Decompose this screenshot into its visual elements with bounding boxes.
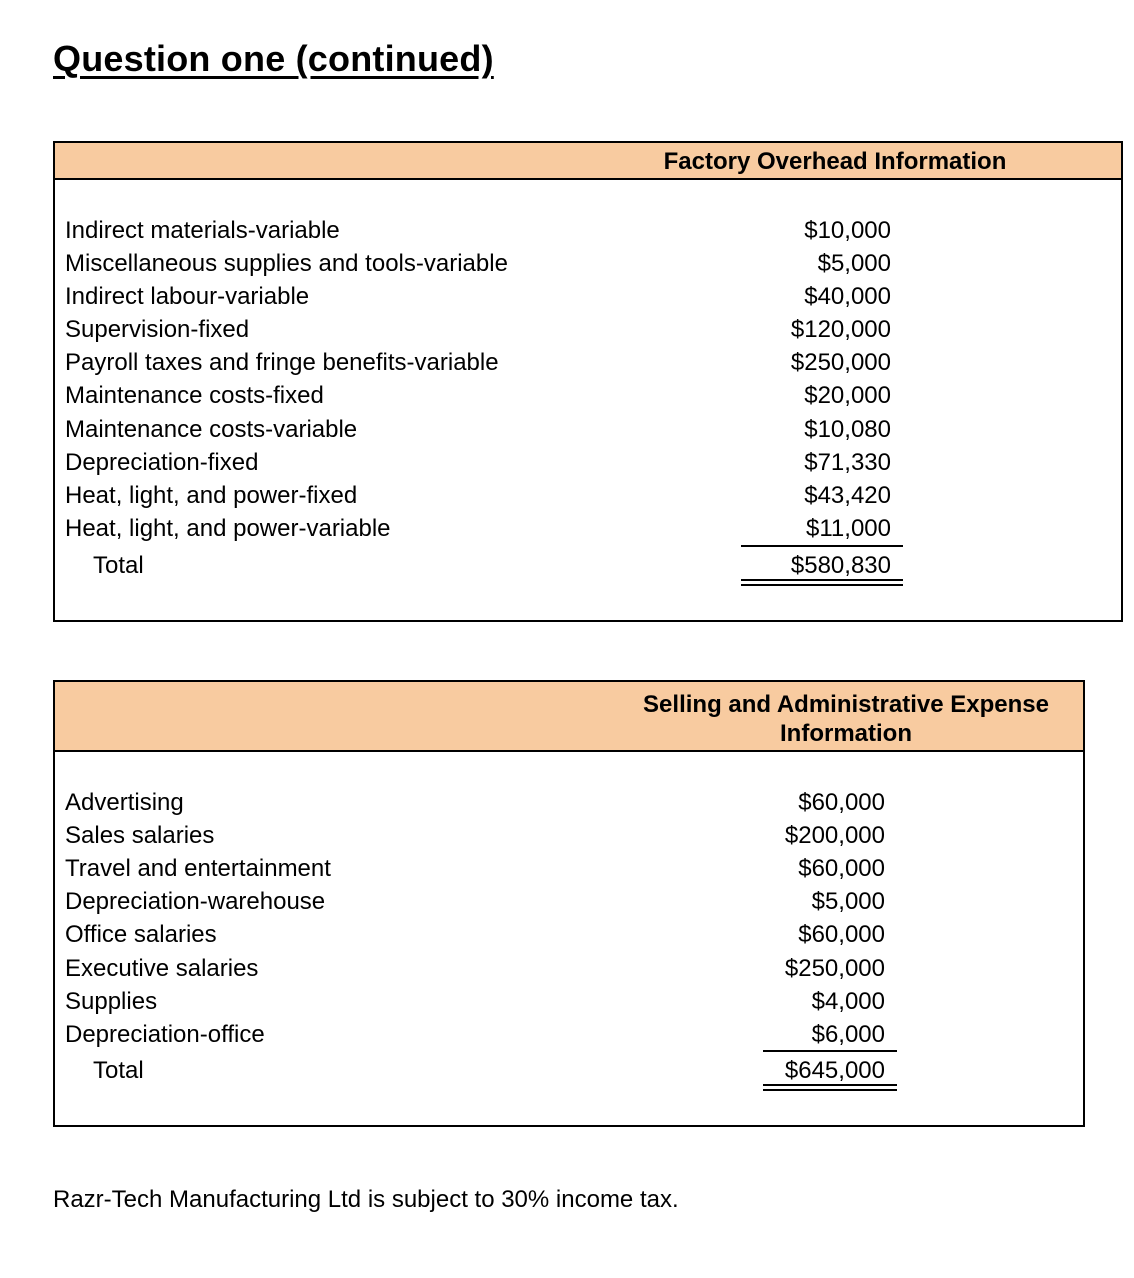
- selling-admin-header: [55, 682, 1083, 752]
- row-label: Depreciation-fixed: [65, 449, 259, 476]
- total-amount: $645,000: [784, 1057, 885, 1084]
- row-amount: $11,000: [806, 515, 891, 542]
- selling-admin-title-line2: Information: [780, 720, 912, 747]
- row-amount: $6,000: [811, 1021, 885, 1048]
- subtotal-rule: [741, 545, 903, 547]
- row-label: Depreciation-warehouse: [65, 888, 326, 915]
- row-label: Depreciation-office: [65, 1021, 265, 1048]
- row-amount: $10,000: [804, 217, 891, 244]
- row-amount: $5,000: [817, 250, 891, 277]
- row-label: Indirect materials-variable: [65, 217, 340, 244]
- row-label: Heat, light, and power-fixed: [65, 482, 358, 509]
- row-amount: $60,000: [798, 921, 885, 948]
- income-tax-note: Razr-Tech Manufacturing Ltd is subject to 30% income tax.: [53, 1186, 679, 1213]
- row-label: Executive salaries: [65, 955, 259, 982]
- row-amount: $250,000: [784, 955, 885, 982]
- total-double-rule: [763, 1084, 897, 1091]
- page-title: Question one (continued): [53, 38, 494, 79]
- row-label: Heat, light, and power-variable: [65, 515, 391, 542]
- row-label: Advertising: [65, 789, 184, 816]
- row-amount: $120,000: [790, 316, 891, 343]
- row-label: Maintenance costs-fixed: [65, 382, 324, 409]
- factory-overhead-title: Factory Overhead Information: [663, 148, 1007, 175]
- selling-admin-title-line1: Selling and Administrative Expense: [643, 691, 1049, 718]
- factory-overhead-header: [55, 143, 1121, 180]
- factory-overhead-panel: [53, 141, 1123, 622]
- row-label: Sales salaries: [65, 822, 215, 849]
- row-label: Office salaries: [65, 921, 217, 948]
- row-amount: $71,330: [804, 449, 891, 476]
- row-amount: $40,000: [804, 283, 891, 310]
- row-label: Travel and entertainment: [65, 855, 331, 882]
- total-label: Total: [93, 552, 144, 579]
- row-amount: $5,000: [811, 888, 885, 915]
- row-label: Payroll taxes and fringe benefits-variable: [65, 349, 499, 376]
- row-amount: $43,420: [804, 482, 891, 509]
- subtotal-rule: [763, 1050, 897, 1052]
- row-amount: $60,000: [798, 789, 885, 816]
- row-amount: $10,080: [804, 416, 891, 443]
- row-amount: $20,000: [804, 382, 891, 409]
- row-label: Supervision-fixed: [65, 316, 250, 343]
- row-label: Miscellaneous supplies and tools-variable: [65, 250, 508, 277]
- selling-admin-panel: [53, 680, 1085, 1127]
- total-label: Total: [93, 1057, 144, 1084]
- row-amount: $200,000: [784, 822, 885, 849]
- total-amount: $580,830: [790, 552, 891, 579]
- row-amount: $60,000: [798, 855, 885, 882]
- row-amount: $4,000: [811, 988, 885, 1015]
- row-label: Supplies: [65, 988, 158, 1015]
- total-double-rule: [741, 579, 903, 586]
- row-label: Indirect labour-variable: [65, 283, 310, 310]
- row-label: Maintenance costs-variable: [65, 416, 358, 443]
- row-amount: $250,000: [790, 349, 891, 376]
